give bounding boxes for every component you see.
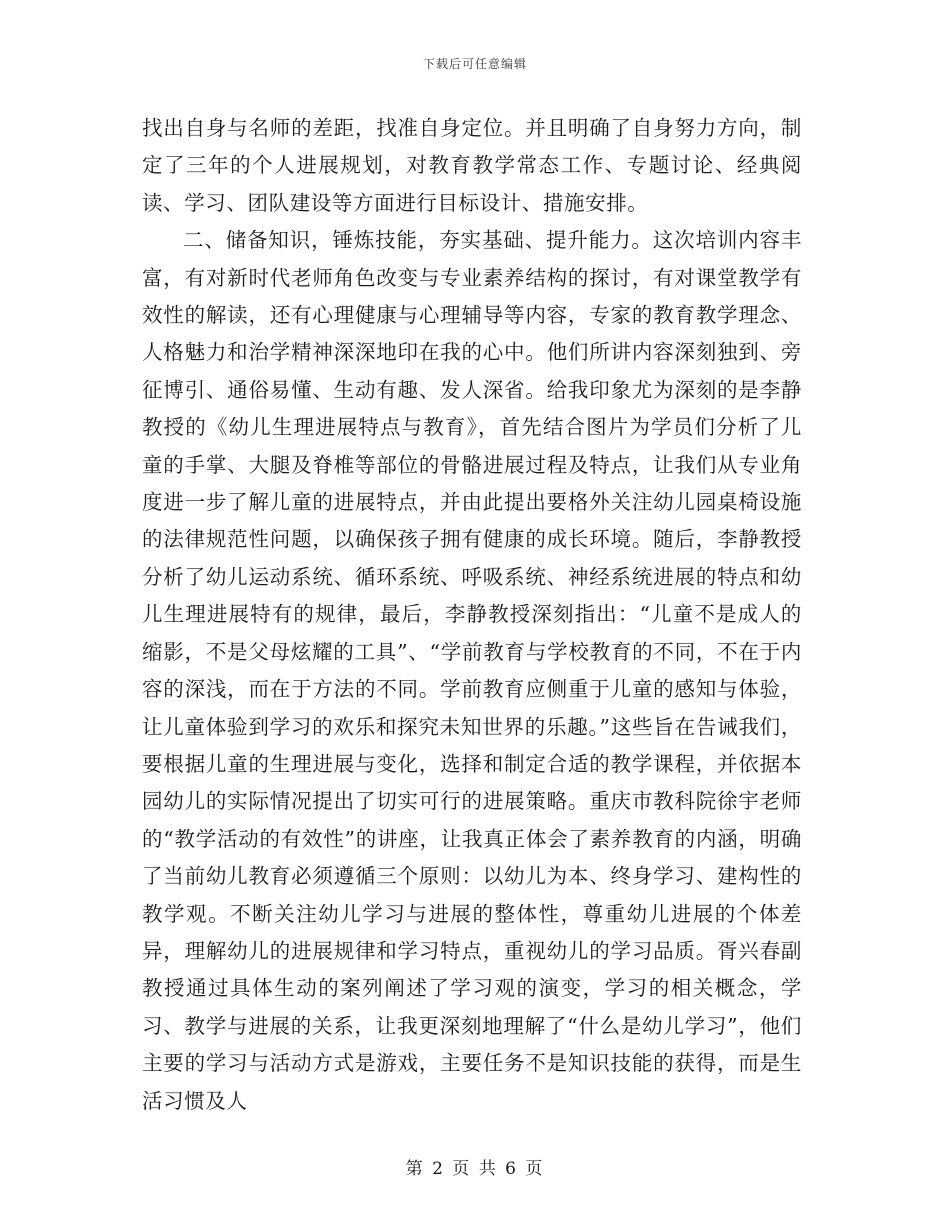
paragraph-section-two: 二、储备知识，锤炼技能，夯实基础、提升能力。这次培训内容丰富，有对新时代老师角色改变与专业素养结构的探讨，有对课堂教学有效性的解读，还有心理健康与心理辅导等内容，专家的教育教学理念、人格魅力和治学精神深深地印在我的心中。他们所讲内容深刻独到、旁征博引、通俗易懂、生动有趣、发人深省。给我印象尤为深刻的是李静教授的《幼儿生理进展特点与教育》，首先结合图片为学员们分析了儿童的手掌、大腿及脊椎等部位的骨骼进展过程及特点，让我们从专业角度进一步了解儿童的进展特点，并由此提出要格外关注幼儿园桌椅设施的法律规范性问题，以确保孩子拥有健康的成长环境。随后，李静教授分析了幼儿运动系统、循环系统、呼吸系统、神经系统进展的特点和幼儿生理进展特有的规律，最后，李静教授深刻指出：“儿童不是成人的缩影，不是父母炫耀的工具”、“学前教育与学校教育的不同，不在于内容的深浅，而在于方法的不同。学前教育应侧重于儿童的感知与体验，让儿童体验到学习的欢乐和探究未知世界的乐趣。”这些旨在告诫我们，要根据儿童的生理进展与变化，选择和制定合适的教学课程，并依据本园幼儿的实际情况提出了切实可行的进展策略。重庆市教科院徐宇老师的“教学活动的有效性”的讲座，让我真正体会了素养教育的内涵，明确了当前幼儿教育必须遵循三个原则：以幼儿为本、终身学习、建构性的教学观。不断关注幼儿学习与进展的整体性，尊重幼儿进展的个体差异，理解幼儿的进展规律和学习特点，重视幼儿的学习品质。胥兴春副教授通过具体生动的案列阐述了学习观的演变，学习的相关概念，学习、教学与进展的关系，让我更深刻地理解了“什么是幼儿学习”，他们主要的学习与活动方式是游戏，主要任务不是知识技能的获得，而是生活习惯及人 <box>142 228 802 1113</box>
page-number: 第 2 页 共 6 页 <box>405 1159 545 1179</box>
page-header: 下载后可任意编辑 <box>422 57 527 71</box>
paragraph-continuation: 找出自身与名师的差距，找准自身定位。并且明确了自身努力方向，制定了三年的个人进展规划，对教育教学常态工作、专题讨论、经典阅读、学习、团队建设等方面进行目标设计、措施安排。 <box>142 116 802 215</box>
document-body <box>142 110 802 1120</box>
